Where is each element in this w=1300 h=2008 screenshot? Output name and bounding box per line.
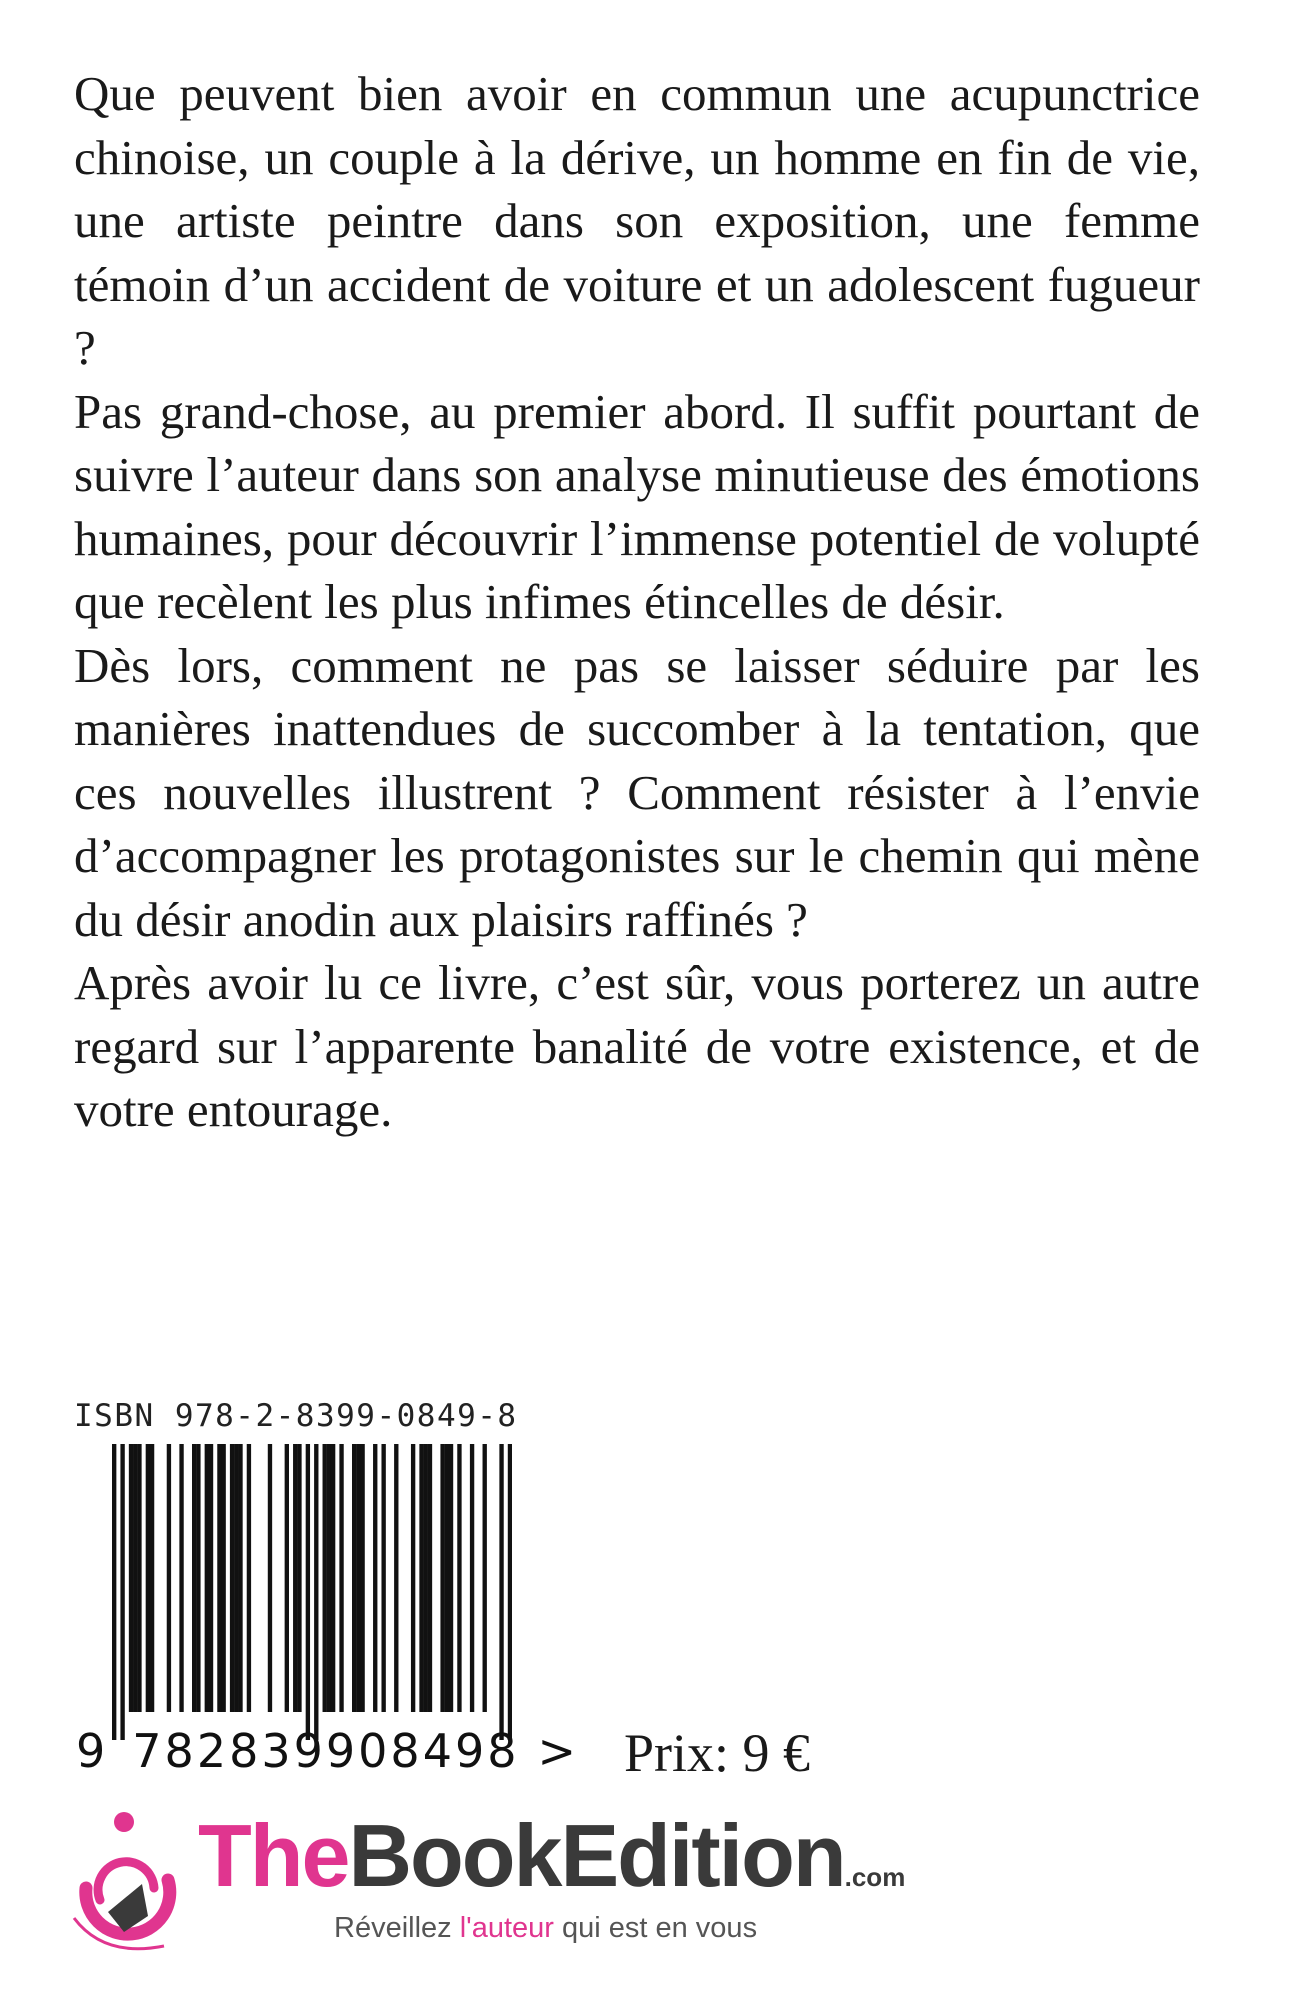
barcode-bar (247, 1444, 251, 1712)
wordmark-bookedition: BookEdition (348, 1806, 845, 1905)
publisher-logo (64, 1806, 906, 1978)
blurb-paragraph-2: Pas grand-chose, au premier abord. Il suffit pourtant de suivre l’auteur dans son analyse minutieuse des émotions humaines, pour découvrir l’immense potentiel de volupté que recèlent les plus infimes étincelles de désir. (74, 383, 1200, 629)
barcode-bar (205, 1444, 209, 1712)
wordmark-suffix: .com (844, 1862, 906, 1892)
barcode-bar (508, 1444, 512, 1740)
barcode-bar (133, 1444, 137, 1712)
barcode-bar (137, 1444, 141, 1712)
barcode-bar (323, 1444, 327, 1712)
barcode-bar (327, 1444, 331, 1712)
barcode-bar (297, 1444, 301, 1712)
barcode-bar (150, 1444, 154, 1712)
barcode-bar (352, 1444, 356, 1712)
barcode-bar (339, 1444, 343, 1712)
isbn-label: ISBN 978-2-8399-0849-8 (74, 1398, 518, 1434)
barcode-bar (146, 1444, 150, 1712)
wordmark-the: The (198, 1806, 349, 1905)
blurb-paragraph-3: Dès lors, comment ne pas se laisser séduire par les manières inattendues de succomber à la tentation, que ces nouvelles illustrent ? Comment résister à l’envie d’accompagner les protagonistes sur le chemin qui mène du désir anodin aux plaisirs raffinés ? (74, 637, 1200, 947)
barcode-bar (238, 1444, 242, 1712)
barcode-bar (306, 1444, 310, 1740)
barcode-bar (331, 1444, 335, 1712)
barcode-digits-right: 908498 (325, 1724, 520, 1778)
barcode-bar (373, 1444, 377, 1712)
barcode-bar (209, 1444, 213, 1712)
barcode-bar (381, 1444, 385, 1712)
barcode-bar (268, 1444, 272, 1712)
publisher-wordmark (198, 1806, 906, 1905)
barcode-bar (120, 1444, 124, 1740)
barcode-bar (192, 1444, 196, 1712)
barcode-digit-first: 9 (76, 1724, 109, 1778)
blurb-paragraph-1: Que peuvent bien avoir en commun une acupunctrice chinoise, un couple à la dérive, un homme en fin de vie, une artiste peintre dans son exposition, une femme témoin d’un accident de voiture et un adolescent fugueur ? (74, 66, 1200, 375)
barcode-bar (217, 1444, 221, 1712)
tagline-part-1: Réveillez (334, 1912, 460, 1944)
tagline-accent: l'auteur (459, 1912, 554, 1944)
barcode-bar (112, 1444, 116, 1740)
barcode-bar (440, 1444, 444, 1712)
barcode-bar (196, 1444, 200, 1712)
barcode-bar (419, 1444, 423, 1712)
price-label: Prix: 9 € (624, 1723, 811, 1783)
barcode-bar (449, 1444, 453, 1712)
barcode-bar (293, 1444, 297, 1712)
barcode-bar (428, 1444, 432, 1712)
barcode-bar (179, 1444, 183, 1712)
barcode-bar (221, 1444, 225, 1712)
barcode-bar (314, 1444, 318, 1740)
tagline-part-2: qui est en vous (553, 1912, 758, 1944)
isbn-barcode (112, 1444, 512, 1740)
barcode-digits-left: 782839 (132, 1724, 326, 1778)
barcode-arrow: > (537, 1724, 580, 1778)
barcode-bar (483, 1444, 487, 1712)
barcode-bar (499, 1444, 503, 1740)
back-cover-blurb (74, 62, 1200, 1142)
barcode-bar (424, 1444, 428, 1712)
barcode-bar (394, 1444, 398, 1712)
barcode-bar (285, 1444, 289, 1712)
barcode-bar (356, 1444, 360, 1712)
barcode-bar (411, 1444, 415, 1712)
barcode-bar (167, 1444, 171, 1712)
blurb-paragraph-4: Après avoir lu ce livre, c’est sûr, vous porterez un autre regard sur l’apparente banalité de votre existence, et de votre entourage. (74, 955, 1200, 1137)
barcode-bar (234, 1444, 238, 1712)
barcode-bar (360, 1444, 364, 1712)
barcode-digits (76, 1724, 579, 1778)
barcode-bar (230, 1444, 234, 1712)
publisher-logo-mark-icon (64, 1808, 194, 1958)
barcode-bar (129, 1444, 133, 1712)
barcode-bar (470, 1444, 474, 1712)
publisher-tagline (334, 1912, 757, 1945)
barcode-bar (445, 1444, 449, 1712)
barcode-bar (457, 1444, 461, 1712)
